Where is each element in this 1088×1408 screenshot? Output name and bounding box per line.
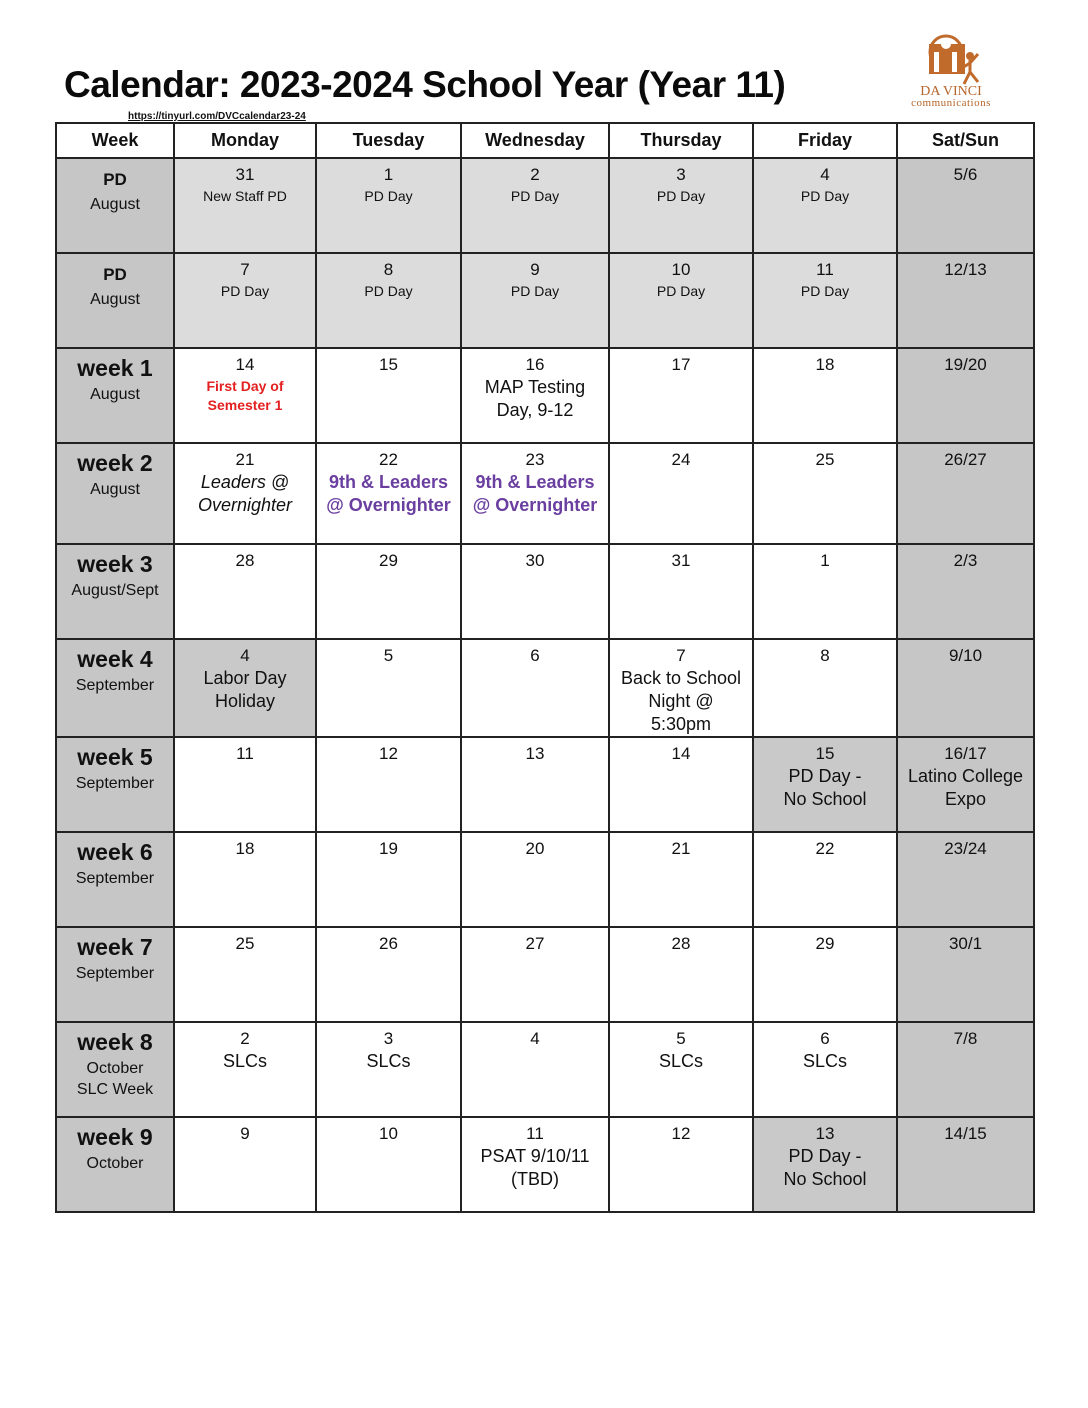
day-note: Leaders @ Overnighter	[197, 472, 293, 515]
day-cell	[609, 832, 753, 927]
day-cell	[316, 253, 461, 348]
day-cell	[174, 737, 316, 832]
day-note: SLCs	[658, 1051, 703, 1071]
day-number: 17	[671, 355, 691, 374]
week-label: week 9	[77, 1124, 153, 1150]
table-row	[56, 158, 1034, 253]
header-thursday: Thursday	[609, 123, 753, 158]
day-cell	[174, 348, 316, 443]
weekend-cell	[897, 832, 1034, 927]
week-month: October	[86, 1155, 144, 1172]
day-number: 18	[815, 355, 835, 374]
day-cell	[461, 443, 609, 544]
week-label: week 3	[77, 551, 153, 577]
week-label: PD	[103, 170, 127, 189]
table-row	[56, 253, 1034, 348]
week-month: August	[90, 196, 140, 213]
day-number: 3	[676, 165, 686, 184]
day-cell	[174, 253, 316, 348]
day-number: 12/13	[944, 260, 987, 279]
day-note: PD Day	[656, 283, 706, 299]
week-month: August/Sept	[71, 582, 159, 599]
calendar-link[interactable]: https://tinyurl.com/DVCcalendar23-24	[128, 111, 306, 122]
day-note: Labor Day Holiday	[203, 668, 287, 711]
table-row	[56, 1022, 1034, 1117]
week-cell	[56, 832, 174, 927]
weekend-cell	[897, 1022, 1034, 1117]
day-cell	[461, 348, 609, 443]
page-title: Calendar: 2023-2024 School Year (Year 11)	[64, 64, 786, 105]
header-friday: Friday	[753, 123, 897, 158]
day-cell	[316, 348, 461, 443]
day-number: 14	[671, 744, 691, 763]
day-note: PD Day	[656, 188, 706, 204]
week-month: September	[75, 870, 155, 887]
table-row	[56, 443, 1034, 544]
week-cell	[56, 639, 174, 737]
week-month: August	[90, 386, 140, 403]
day-cell	[174, 927, 316, 1022]
day-cell	[174, 1022, 316, 1117]
day-note: PD Day	[800, 283, 850, 299]
day-number: 11	[816, 260, 834, 279]
table-row	[56, 737, 1034, 832]
week-cell	[56, 544, 174, 639]
day-number: 23	[525, 450, 545, 469]
weekend-cell	[897, 443, 1034, 544]
day-number: 12	[671, 1124, 691, 1143]
day-cell	[461, 737, 609, 832]
week-cell	[56, 1117, 174, 1212]
week-label: week 6	[77, 839, 153, 865]
day-number: 11	[236, 744, 254, 763]
day-cell	[753, 158, 897, 253]
day-cell	[753, 639, 897, 737]
day-cell	[316, 1022, 461, 1117]
header-row	[56, 123, 1034, 158]
day-cell	[609, 443, 753, 544]
day-cell	[174, 1117, 316, 1212]
day-cell	[461, 832, 609, 927]
day-number: 18	[235, 839, 255, 858]
day-number: 6	[530, 646, 540, 665]
header-wednesday: Wednesday	[461, 123, 609, 158]
week-label: week 5	[77, 744, 153, 770]
day-cell	[174, 544, 316, 639]
week-label: week 7	[77, 934, 153, 960]
day-cell	[753, 737, 897, 832]
day-number: 11	[526, 1124, 544, 1143]
day-number: 26/27	[944, 450, 987, 469]
day-number: 28	[671, 934, 691, 953]
table-row	[56, 927, 1034, 1022]
day-cell	[609, 158, 753, 253]
day-number: 19	[379, 839, 398, 858]
day-number: 22	[379, 450, 398, 469]
day-note: 9th & Leaders @ Overnighter	[472, 472, 598, 515]
day-cell	[753, 1022, 897, 1117]
day-number: 13	[815, 1124, 835, 1143]
weekend-cell	[897, 737, 1034, 832]
day-number: 1	[383, 165, 394, 184]
day-number: 19/20	[944, 355, 987, 374]
day-cell	[753, 348, 897, 443]
day-cell	[609, 544, 753, 639]
day-number: 7	[240, 260, 250, 279]
day-note: PD Day	[510, 188, 560, 204]
day-number: 23/24	[944, 839, 987, 858]
header-monday: Monday	[174, 123, 316, 158]
day-number: 9	[530, 260, 540, 279]
day-number: 26	[379, 934, 398, 953]
day-cell	[316, 639, 461, 737]
week-label: week 8	[77, 1029, 153, 1055]
week-cell	[56, 927, 174, 1022]
day-note: PD Day	[364, 188, 413, 204]
day-cell	[461, 1117, 609, 1212]
day-note: PD Day	[510, 283, 560, 299]
day-number: 4	[530, 1029, 540, 1048]
day-note: PSAT 9/10/11 (TBD)	[480, 1146, 590, 1189]
day-cell	[316, 544, 461, 639]
day-cell	[316, 443, 461, 544]
weekend-cell	[897, 544, 1034, 639]
day-number: 2/3	[953, 551, 978, 570]
logo	[896, 32, 1006, 112]
day-note: PD Day	[220, 283, 270, 299]
week-month: September	[75, 677, 155, 694]
day-cell	[753, 927, 897, 1022]
weekend-cell	[897, 348, 1034, 443]
day-note: PD Day - No School	[783, 1146, 867, 1189]
week-month: September	[75, 775, 155, 792]
day-cell	[461, 639, 609, 737]
day-number: 2	[530, 165, 540, 184]
day-cell	[316, 158, 461, 253]
day-number: 1	[820, 551, 830, 570]
day-number: 6	[820, 1029, 830, 1048]
day-number: 5	[676, 1029, 686, 1048]
day-cell	[174, 832, 316, 927]
week-cell	[56, 158, 174, 253]
day-number: 15	[379, 355, 398, 374]
week-label: week 1	[77, 355, 153, 381]
day-number: 21	[235, 450, 255, 469]
day-number: 2	[240, 1029, 250, 1048]
day-note: New Staff PD	[203, 188, 287, 204]
week-cell	[56, 348, 174, 443]
header-tuesday: Tuesday	[316, 123, 461, 158]
day-number: 31	[235, 165, 255, 184]
logo-subtitle: communications	[911, 97, 991, 109]
day-cell	[461, 544, 609, 639]
day-cell	[461, 1022, 609, 1117]
day-number: 27	[525, 934, 545, 953]
day-cell	[461, 927, 609, 1022]
day-cell	[609, 1117, 753, 1212]
weekend-cell	[897, 1117, 1034, 1212]
day-note: SLCs	[222, 1051, 267, 1071]
week-label: week 2	[77, 450, 153, 476]
day-number: 25	[235, 934, 255, 953]
day-number: 10	[379, 1124, 398, 1143]
day-note: SLCs	[802, 1051, 847, 1071]
day-cell	[609, 737, 753, 832]
day-cell	[609, 927, 753, 1022]
day-cell	[753, 253, 897, 348]
day-note: MAP Testing Day, 9-12	[484, 377, 586, 420]
day-cell	[316, 927, 461, 1022]
day-number: 14/15	[944, 1124, 987, 1143]
day-cell	[609, 348, 753, 443]
week-month: August	[90, 291, 140, 308]
day-number: 8	[820, 646, 830, 665]
day-note: PD Day	[800, 188, 850, 204]
day-cell	[316, 832, 461, 927]
week-month: August	[90, 481, 140, 498]
vitruvian-logo-icon	[896, 32, 1006, 86]
day-cell	[753, 832, 897, 927]
day-number: 5/6	[953, 165, 978, 184]
day-note: Latino College Expo	[907, 766, 1024, 809]
week-label: week 4	[77, 646, 153, 672]
day-number: 10	[671, 260, 691, 279]
day-cell	[316, 1117, 461, 1212]
day-cell	[316, 737, 461, 832]
day-cell	[753, 544, 897, 639]
weekend-cell	[897, 158, 1034, 253]
day-number: 14	[235, 355, 255, 374]
day-note: Back to School Night @ 5:30pm	[620, 668, 742, 734]
day-number: 28	[235, 551, 255, 570]
day-number: 7	[676, 646, 686, 665]
day-number: 15	[815, 744, 835, 763]
weekend-cell	[897, 927, 1034, 1022]
day-number: 16	[525, 355, 545, 374]
day-number: 20	[525, 839, 545, 858]
day-cell	[753, 1117, 897, 1212]
week-cell	[56, 1022, 174, 1117]
day-number: 5	[383, 646, 394, 665]
day-number: 30	[525, 551, 545, 570]
day-number: 9/10	[948, 646, 983, 665]
week-cell	[56, 253, 174, 348]
header-weekend: Sat/Sun	[897, 123, 1034, 158]
week-note: SLC Week	[76, 1081, 154, 1098]
table-row	[56, 832, 1034, 927]
day-cell	[753, 443, 897, 544]
day-cell	[174, 443, 316, 544]
day-number: 8	[383, 260, 394, 279]
week-cell	[56, 737, 174, 832]
day-number: 22	[815, 839, 835, 858]
day-number: 4	[820, 165, 830, 184]
weekend-cell	[897, 639, 1034, 737]
day-cell	[609, 1022, 753, 1117]
day-cell	[174, 158, 316, 253]
weekend-cell	[897, 253, 1034, 348]
day-number: 29	[815, 934, 835, 953]
day-cell	[609, 639, 753, 737]
day-note: 9th & Leaders @ Overnighter	[326, 472, 451, 515]
day-number: 12	[379, 744, 398, 763]
day-number: 29	[379, 551, 398, 570]
day-number: 9	[240, 1124, 250, 1143]
week-month: October	[86, 1060, 144, 1077]
day-note: First Day of Semester 1	[206, 378, 284, 413]
day-number: 7/8	[953, 1029, 978, 1048]
calendar-table	[55, 122, 1035, 1213]
day-cell	[609, 253, 753, 348]
week-label: PD	[103, 265, 127, 284]
day-number: 21	[671, 839, 691, 858]
day-number: 25	[815, 450, 835, 469]
header-week: Week	[56, 123, 174, 158]
table-row	[56, 1117, 1034, 1212]
logo-name: DA VINCI	[920, 84, 982, 99]
day-number: 16/17	[944, 744, 987, 763]
table-row	[56, 544, 1034, 639]
day-number: 30/1	[948, 934, 983, 953]
day-note: SLCs	[366, 1051, 411, 1071]
day-number: 4	[240, 646, 250, 665]
day-cell	[461, 158, 609, 253]
day-note: PD Day	[364, 283, 413, 299]
day-number: 3	[383, 1029, 394, 1048]
day-number: 24	[671, 450, 691, 469]
day-number: 13	[525, 744, 545, 763]
table-row	[56, 639, 1034, 737]
day-cell	[174, 639, 316, 737]
day-number: 31	[671, 551, 691, 570]
table-row	[56, 348, 1034, 443]
day-note: PD Day - No School	[783, 766, 867, 809]
week-month: September	[75, 965, 155, 982]
week-cell	[56, 443, 174, 544]
day-cell	[461, 253, 609, 348]
